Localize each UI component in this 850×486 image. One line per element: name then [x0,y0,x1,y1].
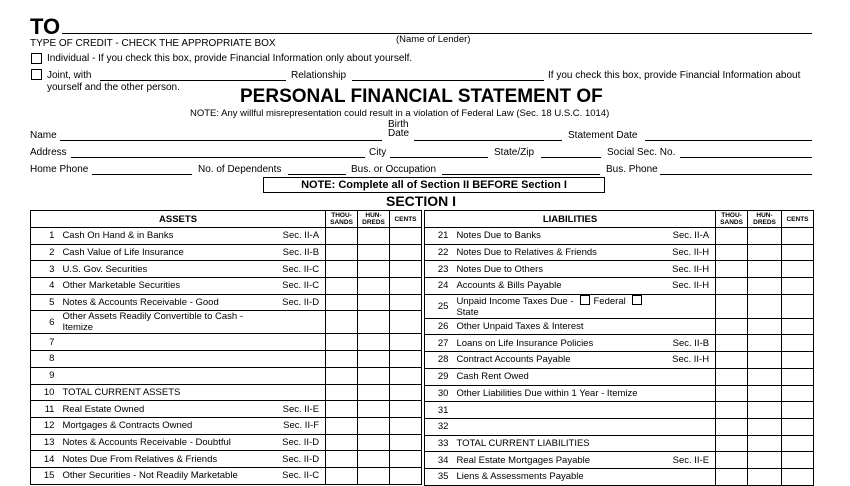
asset-row-section-ref: Sec. II-D [258,434,326,451]
asset-row-number: 13 [31,434,59,451]
liability-cents-cell[interactable] [782,368,814,385]
liability-row-label: Other Liabilities Due within 1 Year - Itemize [452,385,659,402]
liability-row-number: 24 [425,278,453,295]
liability-row-number: 32 [425,418,453,435]
liability-row-number: 27 [425,335,453,352]
relationship-line[interactable] [352,80,544,81]
asset-thousands-cell[interactable] [326,417,358,434]
liability-row [425,452,814,469]
asset-row [31,334,422,351]
asset-cents-cell[interactable] [390,401,422,418]
asset-row-label: Other Marketable Securities [58,278,257,295]
asset-row-label: Mortgages & Contracts Owned [58,417,257,434]
liability-thousands-cell[interactable] [716,278,748,295]
liability-row-label: Accounts & Bills Payable [452,278,659,295]
asset-row [31,278,422,295]
asset-row [31,244,422,261]
asset-row [31,401,422,418]
asset-thousands-cell[interactable] [326,351,358,368]
liability-thousands-cell[interactable] [716,385,748,402]
bus-occupation-label: Bus. or Occupation [351,164,437,175]
liability-cents-cell[interactable] [782,335,814,352]
asset-hundreds-cell[interactable] [358,278,390,295]
liability-row-section-ref: Sec. II-H [660,244,716,261]
liability-cents-cell[interactable] [782,452,814,469]
liability-row-section-ref: Sec. II-A [660,228,716,245]
asset-row [31,467,422,484]
state-tax-label: State [456,306,479,318]
liability-row-section-ref [660,418,716,435]
asset-hundreds-cell[interactable] [358,244,390,261]
liability-row-number: 28 [425,352,453,369]
bus-occupation-line[interactable] [442,174,600,175]
liability-thousands-cell[interactable] [716,468,748,485]
state-tax-checkbox[interactable] [632,295,642,305]
asset-row-number: 3 [31,261,59,278]
liability-thousands-cell[interactable] [716,228,748,245]
liabilities-table [424,210,814,486]
liability-row-section-ref: Sec. II-H [660,278,716,295]
liability-row-number: 26 [425,318,453,335]
asset-row-label[interactable] [58,367,257,384]
asset-thousands-cell[interactable] [326,451,358,468]
liability-thousands-cell[interactable] [716,418,748,435]
liability-hundreds-cell[interactable] [748,435,782,452]
asset-thousands-cell[interactable] [326,278,358,295]
liability-thousands-cell[interactable] [716,244,748,261]
joint-checkbox[interactable] [31,69,42,80]
liability-cents-cell[interactable] [782,435,814,452]
statement-date-line[interactable] [645,140,812,141]
name-label: Name [30,130,57,141]
liability-cents-cell[interactable] [782,468,814,485]
liability-row [425,335,814,352]
asset-cents-cell[interactable] [390,311,422,334]
asset-cents-cell[interactable] [390,384,422,401]
asset-hundreds-cell[interactable] [358,384,390,401]
asset-hundreds-cell[interactable] [358,417,390,434]
liabilities-thousands-header: THOU- SANDS [716,211,748,228]
liability-row-label[interactable] [452,402,659,419]
city-label: City [369,147,387,158]
asset-cents-cell[interactable] [390,244,422,261]
liability-row-number: 22 [425,244,453,261]
asset-row-label: Notes & Accounts Receivable - Good [58,294,257,311]
liability-hundreds-cell[interactable] [748,452,782,469]
liability-hundreds-cell[interactable] [748,402,782,419]
birth-label: Birth [388,119,409,130]
asset-row-label: Real Estate Owned [58,401,257,418]
address-line[interactable] [71,157,365,158]
liability-hundreds-cell[interactable] [748,468,782,485]
address-label: Address [30,147,67,158]
asset-hundreds-cell[interactable] [358,467,390,484]
asset-thousands-cell[interactable] [326,294,358,311]
asset-row-section-ref: Sec. II-A [258,228,326,245]
asset-cents-cell[interactable] [390,434,422,451]
liability-row-number: 25 [425,294,453,318]
asset-row-section-ref: Sec. II-C [258,278,326,295]
liability-row-label: Cash Rent Owed [452,368,659,385]
liability-row-label: Contract Accounts Payable [452,352,659,369]
liability-hundreds-cell[interactable] [748,294,782,318]
asset-row-section-ref: Sec. II-C [258,467,326,484]
asset-row-section-ref: Sec. II-E [258,401,326,418]
asset-row-number: 11 [31,401,59,418]
asset-thousands-cell[interactable] [326,244,358,261]
liability-row [425,278,814,295]
liability-row-section-ref [660,368,716,385]
asset-row-number: 10 [31,384,59,401]
asset-row-label[interactable] [58,351,257,368]
asset-cents-cell[interactable] [390,367,422,384]
liability-cents-cell[interactable] [782,318,814,335]
state-zip-label: State/Zip [494,147,535,158]
asset-hundreds-cell[interactable] [358,451,390,468]
liability-cents-cell[interactable] [782,352,814,369]
liability-row [425,294,814,318]
type-of-credit-label: TYPE OF CREDIT - CHECK THE APPROPRIATE BOX [30,38,276,49]
liability-thousands-cell[interactable] [716,261,748,278]
asset-thousands-cell[interactable] [326,467,358,484]
asset-row [31,367,422,384]
liability-row-label: Loans on Life Insurance Policies [452,335,659,352]
liability-hundreds-cell[interactable] [748,352,782,369]
asset-row-label: Cash On Hand & in Banks [58,228,257,245]
liability-row-label: Notes Due to Banks [452,228,659,245]
joint-label: Joint, with [47,70,92,81]
asset-row-section-ref [258,311,326,334]
asset-row-label: Notes & Accounts Receivable - Doubtful [58,434,257,451]
to-label: TO [30,14,61,39]
asset-row-section-ref [258,351,326,368]
individual-checkbox[interactable] [31,53,42,64]
liabilities-cents-header: CENTS [782,211,814,228]
asset-row-label: Cash Value of Life Insurance [58,244,257,261]
liability-row-number: 29 [425,368,453,385]
assets-hundreds-header: HUN- DREDS [358,211,390,228]
no-dependents-label: No. of Dependents [198,164,282,175]
liabilities-header: LIABILITIES [425,211,716,228]
liability-row-label: Other Unpaid Taxes & Interest [452,318,659,335]
assets-thousands-header: THOU- SANDS [326,211,358,228]
liability-hundreds-cell[interactable] [748,244,782,261]
liability-hundreds-cell[interactable] [748,228,782,245]
liability-thousands-cell[interactable] [716,452,748,469]
liability-cents-cell[interactable] [782,402,814,419]
liability-row-number: 30 [425,385,453,402]
no-dependents-line[interactable] [288,174,346,175]
asset-cents-cell[interactable] [390,278,422,295]
asset-row-label: U.S. Gov. Securities [58,261,257,278]
liability-thousands-cell[interactable] [716,318,748,335]
liability-row-label: Notes Due to Others [452,261,659,278]
name-of-lender-caption: (Name of Lender) [396,34,471,45]
asset-cents-cell[interactable] [390,451,422,468]
assets-cents-header: CENTS [390,211,422,228]
liability-row-number: 34 [425,452,453,469]
liability-hundreds-cell[interactable] [748,278,782,295]
asset-row [31,228,422,245]
liability-row-number: 33 [425,435,453,452]
individual-text: Individual - If you check this box, provide Financial Information only about yourself. [47,53,413,64]
federal-tax-checkbox[interactable] [580,295,590,305]
liability-row [425,418,814,435]
liability-row [425,435,814,452]
joint-info-text-2: yourself and the other person. [47,82,180,93]
asset-hundreds-cell[interactable] [358,261,390,278]
asset-hundreds-cell[interactable] [358,228,390,245]
liability-thousands-cell[interactable] [716,402,748,419]
asset-hundreds-cell[interactable] [358,311,390,334]
asset-row-number: 6 [31,311,59,334]
liability-row-section-ref: Sec. II-B [660,335,716,352]
liability-row-section-ref [660,294,716,318]
liability-row [425,468,814,485]
asset-row-label: TOTAL CURRENT ASSETS [58,384,257,401]
asset-row-number: 15 [31,467,59,484]
liability-row [425,352,814,369]
asset-row [31,417,422,434]
asset-thousands-cell[interactable] [326,367,358,384]
liability-cents-cell[interactable] [782,228,814,245]
liability-row-section-ref: Sec. II-E [660,452,716,469]
asset-cents-cell[interactable] [390,261,422,278]
asset-row [31,451,422,468]
liability-row-section-ref [660,468,716,485]
asset-row-label: Other Securities - Not Readily Marketable [58,467,257,484]
asset-thousands-cell[interactable] [326,334,358,351]
asset-row-section-ref: Sec. II-D [258,451,326,468]
page-title: PERSONAL FINANCIAL STATEMENT OF [240,86,603,107]
liability-thousands-cell[interactable] [716,435,748,452]
asset-row-section-ref: Sec. II-C [258,261,326,278]
section-title: SECTION I [386,193,457,209]
name-line[interactable] [60,140,382,141]
bus-phone-label: Bus. Phone [606,164,658,175]
liability-thousands-cell[interactable] [716,368,748,385]
asset-row-number: 1 [31,228,59,245]
liability-row-number: 21 [425,228,453,245]
liability-row-label: TOTAL CURRENT LIABILITIES [452,435,659,452]
liability-cents-cell[interactable] [782,244,814,261]
asset-row-number: 8 [31,351,59,368]
liabilities-hundreds-header: HUN- DREDS [748,211,782,228]
asset-thousands-cell[interactable] [326,228,358,245]
liability-hundreds-cell[interactable] [748,318,782,335]
asset-hundreds-cell[interactable] [358,351,390,368]
asset-row-section-ref: Sec. II-F [258,417,326,434]
liability-hundreds-cell[interactable] [748,368,782,385]
asset-thousands-cell[interactable] [326,311,358,334]
asset-row-number: 12 [31,417,59,434]
asset-row-section-ref: Sec. II-B [258,244,326,261]
city-line[interactable] [390,157,488,158]
assets-header: ASSETS [31,211,326,228]
asset-row-label: Other Assets Readily Convertible to Cash - Itemize [58,311,257,334]
liability-cents-cell[interactable] [782,278,814,295]
liability-cents-cell[interactable] [782,418,814,435]
statement-date-label: Statement Date [568,130,638,141]
asset-hundreds-cell[interactable] [358,367,390,384]
federal-tax-label: Federal [593,295,626,307]
liability-hundreds-cell[interactable] [748,335,782,352]
asset-hundreds-cell[interactable] [358,294,390,311]
asset-row [31,294,422,311]
asset-row [31,261,422,278]
asset-row-number: 9 [31,367,59,384]
liability-row [425,228,814,245]
liability-cents-cell[interactable] [782,294,814,318]
liability-row-label[interactable] [452,418,659,435]
liability-thousands-cell[interactable] [716,352,748,369]
liability-row-section-ref [660,402,716,419]
liability-thousands-cell[interactable] [716,294,748,318]
asset-hundreds-cell[interactable] [358,434,390,451]
assets-table [30,210,422,485]
liability-hundreds-cell[interactable] [748,385,782,402]
liability-row [425,261,814,278]
liability-row-label: Liens & Assessments Payable [452,468,659,485]
liability-row-label: Notes Due to Relatives & Friends [452,244,659,261]
asset-row-section-ref [258,334,326,351]
asset-row-number: 4 [31,278,59,295]
relationship-label: Relationship [291,70,347,81]
liability-cents-cell[interactable] [782,261,814,278]
liability-row [425,318,814,335]
federal-law-note: NOTE: Any willful misrepresentation could result in a violation of Federal Law (Sec. 18 U.S.C. 1014) [190,108,610,119]
joint-with-line[interactable] [100,80,286,81]
section-ii-note-banner: NOTE: Complete all of Section II BEFORE Section I [263,177,605,193]
liability-row-section-ref: Sec. II-H [660,261,716,278]
asset-hundreds-cell[interactable] [358,401,390,418]
liability-row-label: Real Estate Mortgages Payable [452,452,659,469]
asset-thousands-cell[interactable] [326,434,358,451]
liability-row-number: 23 [425,261,453,278]
asset-hundreds-cell[interactable] [358,334,390,351]
home-phone-line[interactable] [92,174,192,175]
liability-cents-cell[interactable] [782,385,814,402]
asset-row-section-ref [258,367,326,384]
asset-row-number: 5 [31,294,59,311]
asset-cents-cell[interactable] [390,334,422,351]
asset-cents-cell[interactable] [390,228,422,245]
asset-row-section-ref [258,384,326,401]
state-zip-line[interactable] [541,157,601,158]
liability-row-number: 35 [425,468,453,485]
asset-cents-cell[interactable] [390,467,422,484]
liability-thousands-cell[interactable] [716,335,748,352]
home-phone-label: Home Phone [30,164,89,175]
liability-row-section-ref [660,318,716,335]
birth-date-line[interactable] [414,140,562,141]
asset-thousands-cell[interactable] [326,384,358,401]
date-label: Date [388,128,410,139]
social-sec-line[interactable] [680,157,812,158]
liability-row-section-ref [660,385,716,402]
bus-phone-line[interactable] [660,174,812,175]
liability-row [425,385,814,402]
liability-row [425,368,814,385]
asset-row-number: 2 [31,244,59,261]
joint-info-text: If you check this box, provide Financial Information about [548,70,801,81]
liability-hundreds-cell[interactable] [748,418,782,435]
asset-cents-cell[interactable] [390,294,422,311]
asset-thousands-cell[interactable] [326,401,358,418]
liability-row-section-ref: Sec. II-H [660,352,716,369]
asset-thousands-cell[interactable] [326,261,358,278]
liability-row-section-ref [660,435,716,452]
liability-row [425,244,814,261]
asset-row-number: 14 [31,451,59,468]
liability-row [425,402,814,419]
asset-row-section-ref: Sec. II-D [258,294,326,311]
liability-hundreds-cell[interactable] [748,261,782,278]
asset-row [31,311,422,334]
asset-row-label[interactable] [58,334,257,351]
liability-row-label: Unpaid Income Taxes Due - FederalState [452,294,659,318]
asset-cents-cell[interactable] [390,417,422,434]
asset-row [31,351,422,368]
asset-cents-cell[interactable] [390,351,422,368]
asset-row-label: Notes Due From Relatives & Friends [58,451,257,468]
asset-row [31,384,422,401]
asset-row [31,434,422,451]
social-sec-label: Social Sec. No. [607,147,676,158]
asset-row-number: 7 [31,334,59,351]
liability-row-number: 31 [425,402,453,419]
